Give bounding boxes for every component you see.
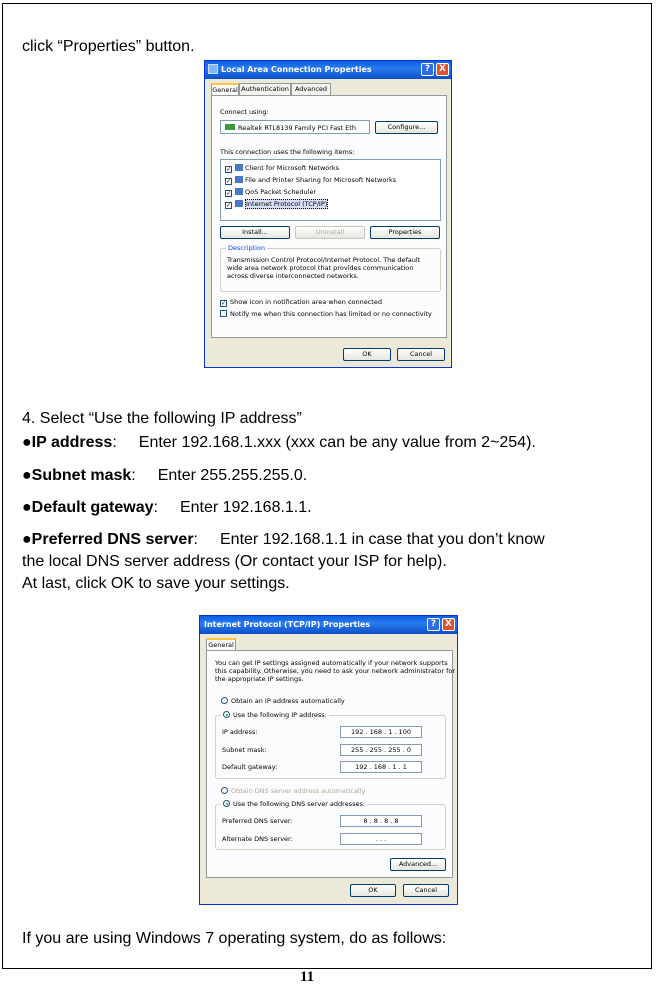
items-label: This connection uses the following items: (220, 148, 355, 156)
radio-selected-icon[interactable] (223, 800, 230, 807)
adapter-field (220, 120, 370, 134)
checkbox-icon[interactable] (220, 310, 227, 317)
ip-settings-group (215, 711, 446, 779)
ok-button[interactable]: OK (343, 348, 391, 361)
list-item[interactable]: ✓ File and Printer Sharing for Microsoft Networks (226, 176, 397, 185)
subnet-mask-label: Subnet mask: (222, 746, 267, 754)
list-item-selected[interactable]: ✓ Internet Protocol (TCP/IP) (226, 200, 328, 209)
dialog-titlebar (200, 616, 457, 634)
scheduler-icon (235, 188, 243, 195)
intro-line: You can get IP settings assigned automatically if your network supports (215, 659, 448, 667)
bullet-subnet-mask: ●Subnet mask: Enter 255.255.255.0. (22, 467, 308, 484)
checkbox-checked-icon[interactable]: ✓ (221, 300, 227, 307)
intro-line: the appropriate IP settings. (215, 675, 304, 683)
advanced-button[interactable]: Advanced... (390, 858, 446, 871)
client-icon (235, 164, 243, 171)
ip-address-label: IP address: (222, 728, 258, 736)
checkbox-checked-icon[interactable]: ✓ (226, 190, 232, 197)
checkbox-checked-icon[interactable]: ✓ (226, 202, 232, 209)
notify-option[interactable]: Notify me when this connection has limited or no connectivity (220, 310, 432, 318)
tab-authentication[interactable]: Authentication (239, 83, 291, 95)
use-ip-option[interactable]: Use the following IP address: (221, 711, 329, 719)
local-area-connection-dialog (204, 60, 452, 368)
network-icon (208, 64, 218, 74)
dialog-title: Internet Protocol (TCP/IP) Properties (204, 620, 371, 629)
ip-address-input[interactable]: 192 . 168 . 1 . 100 (340, 726, 422, 738)
intro-line: this capability. Otherwise, you need to ask your network administrator for (215, 667, 456, 675)
alternate-dns-input[interactable]: . . . (340, 833, 422, 845)
general-panel (211, 95, 447, 338)
preferred-dns-label: Preferred DNS server: (222, 817, 293, 825)
dialog-title: Local Area Connection Properties (221, 65, 372, 74)
dialog-titlebar (205, 61, 451, 79)
show-icon-option[interactable]: ✓ Show icon in notification area when connected (221, 298, 382, 307)
use-dns-option[interactable]: Use the following DNS server addresses: (221, 800, 367, 808)
radio-icon[interactable] (221, 697, 228, 704)
install-button[interactable]: Install... (220, 226, 290, 239)
help-button[interactable]: ? (421, 63, 434, 76)
configure-button[interactable]: Configure... (375, 121, 438, 134)
default-gateway-input[interactable]: 192 . 168 . 1 . 1 (340, 761, 422, 773)
bullet-default-gateway: ●Default gateway: Enter 192.168.1.1. (22, 499, 312, 516)
list-item[interactable]: ✓ QoS Packet Scheduler (226, 188, 317, 197)
default-gateway-label: Default gateway: (222, 763, 278, 771)
cancel-button[interactable]: Cancel (403, 884, 449, 897)
page-number: 11 (300, 969, 315, 985)
close-button[interactable]: X (442, 618, 455, 631)
help-button[interactable]: ? (427, 618, 440, 631)
obtain-dns-option: Obtain DNS server address automatically (221, 787, 365, 795)
checkbox-checked-icon[interactable]: ✓ (226, 166, 232, 173)
dns-settings-group (215, 800, 446, 850)
adapter-name: Realtek RTL8139 Family PCI Fast Eth (238, 124, 356, 132)
sharing-icon (235, 176, 243, 183)
intro-text: click “Properties” button. (22, 38, 195, 55)
tcpip-properties-dialog (199, 615, 458, 905)
connect-using-label: Connect using: (220, 108, 269, 116)
radio-selected-icon[interactable] (223, 711, 230, 718)
items-list[interactable] (220, 159, 441, 221)
bullet-preferred-dns: ●Preferred DNS server: Enter 192.168.1.1 in case that you don’t know (22, 531, 545, 548)
bullet-ip-address: ●IP address: Enter 192.168.1.xxx (xxx can be any value from 2~254). (22, 434, 536, 451)
windows7-text: If you are using Windows 7 operating system, do as follows: (22, 930, 447, 947)
dns-continuation: the local DNS server address (Or contact your ISP for help). (22, 553, 447, 570)
tab-general[interactable]: General (206, 638, 236, 651)
save-instruction: At last, click OK to save your settings. (22, 575, 290, 592)
checkbox-checked-icon[interactable]: ✓ (226, 178, 232, 185)
uninstall-button: Uninstall (295, 226, 365, 239)
cancel-button[interactable]: Cancel (397, 348, 445, 361)
properties-button[interactable]: Properties (370, 226, 440, 239)
step4-heading: 4. Select “Use the following IP address” (22, 410, 302, 427)
list-item[interactable]: ✓ Client for Microsoft Networks (226, 164, 340, 173)
alternate-dns-label: Alternate DNS server: (222, 835, 293, 843)
protocol-icon (235, 200, 243, 207)
tab-general[interactable]: General (211, 83, 239, 96)
close-button[interactable]: X (436, 63, 449, 76)
radio-icon (221, 787, 228, 794)
network-card-icon (225, 124, 235, 130)
general-panel (206, 650, 456, 878)
subnet-mask-input[interactable]: 255 . 255 . 255 . 0 (340, 744, 422, 756)
description-title: Description (228, 244, 266, 252)
tab-advanced[interactable]: Advanced (291, 83, 331, 95)
preferred-dns-input[interactable]: 8 . 8 . 8 . 8 (340, 815, 422, 827)
ok-button[interactable]: OK (350, 884, 396, 897)
description-group: Description Transmission Control Protocol/Internet Protocol. The default wide area network protocol that provides communication across diverse interconnected networks. (220, 248, 441, 292)
obtain-ip-option[interactable]: Obtain an IP address automatically (221, 697, 345, 705)
